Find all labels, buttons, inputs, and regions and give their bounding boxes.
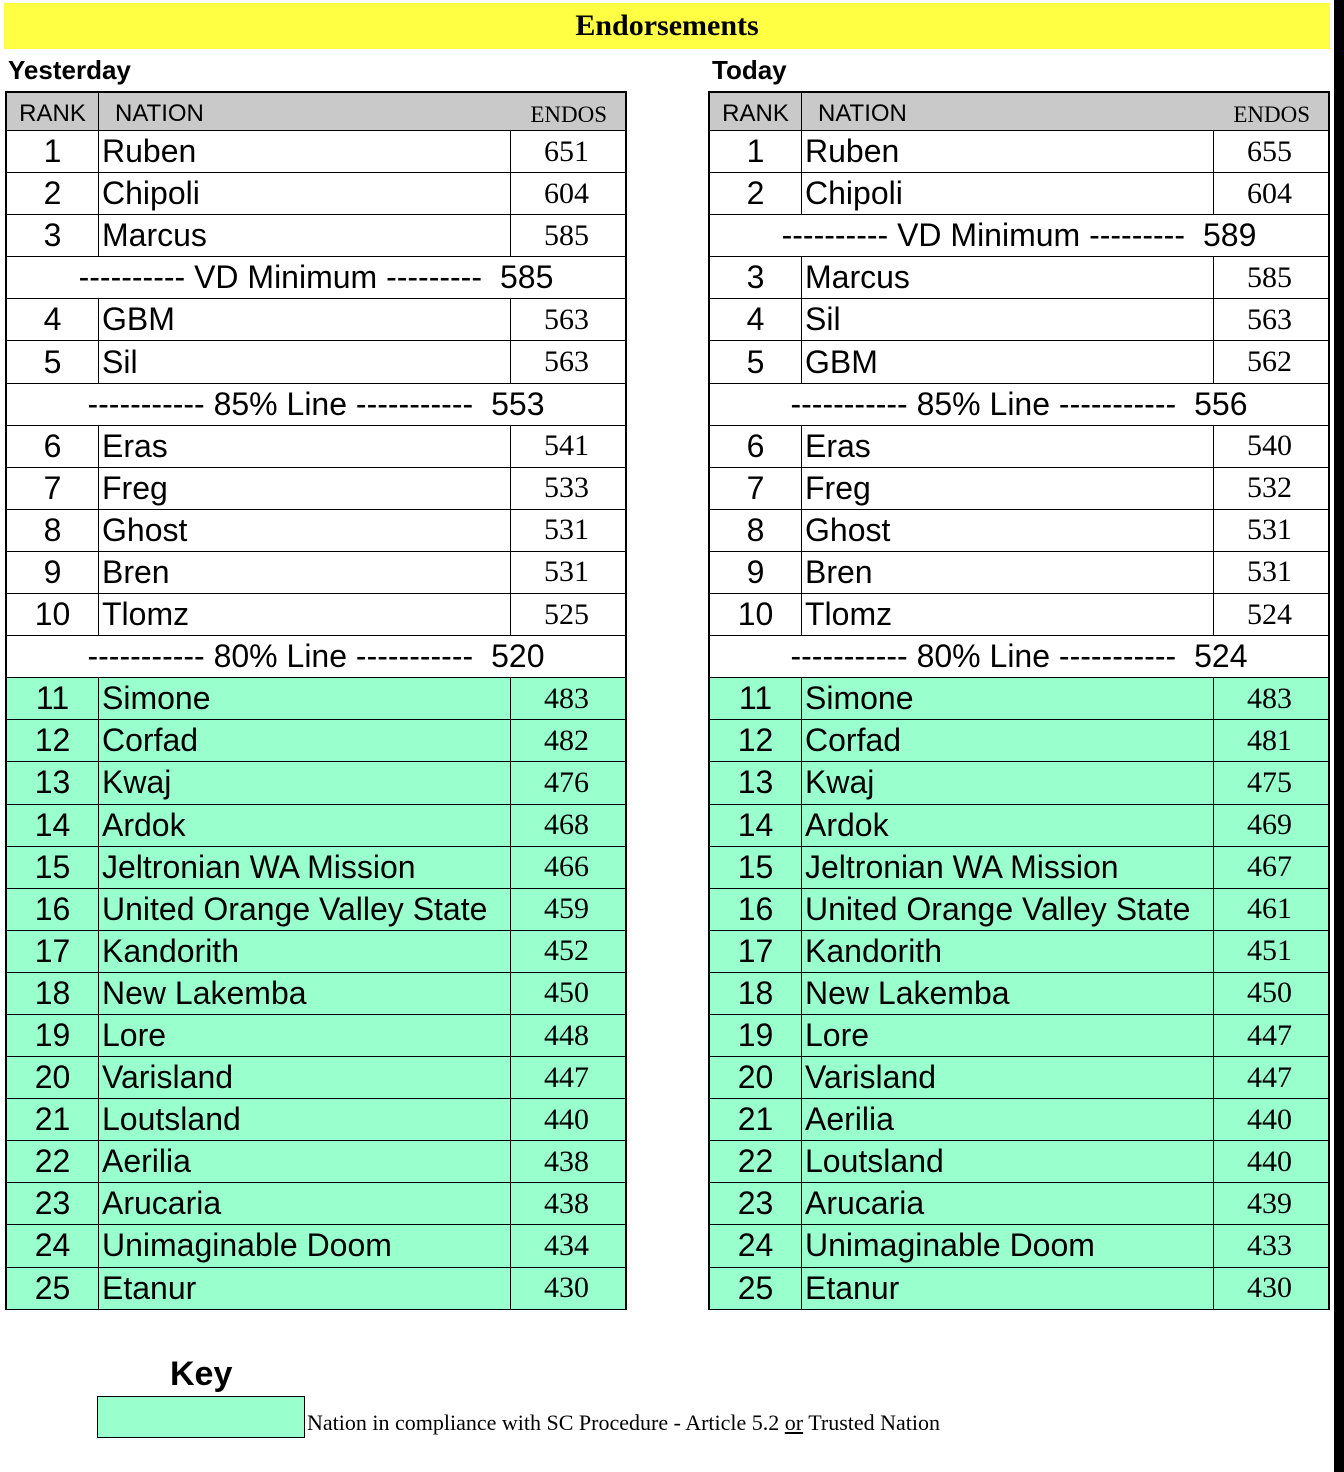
nation-cell: Simone — [802, 678, 1214, 719]
threshold-label: ---------- VD Minimum --------- — [78, 259, 482, 296]
rank-cell: 14 — [710, 805, 802, 846]
rank-cell: 1 — [710, 131, 802, 172]
table-row — [5, 762, 627, 804]
rank-cell: 18 — [710, 973, 802, 1014]
nation-cell: Corfad — [802, 720, 1214, 761]
endos-header: ENDOS — [530, 102, 607, 127]
threshold-value: 520 — [491, 638, 545, 675]
table-row — [708, 173, 1330, 215]
endos-cell: 483 — [1247, 681, 1292, 715]
rank-cell: 23 — [710, 1183, 802, 1224]
endos-cell: 531 — [1247, 513, 1292, 547]
table-row — [708, 1057, 1330, 1099]
endos-cell: 438 — [544, 1144, 589, 1178]
table-row — [708, 1015, 1330, 1057]
rank-cell: 15 — [710, 847, 802, 888]
endos-cell: 655 — [1247, 134, 1292, 168]
threshold-row — [708, 636, 1330, 678]
table-row — [708, 762, 1330, 804]
table-row — [5, 931, 627, 973]
table-row — [708, 131, 1330, 173]
rank-cell: 13 — [7, 762, 99, 803]
table-row — [708, 1183, 1330, 1225]
key-text-or: or — [784, 1410, 804, 1435]
rank-cell: 24 — [7, 1225, 99, 1266]
rank-cell: 20 — [710, 1057, 802, 1098]
endos-cell: 531 — [1247, 555, 1292, 589]
table-row — [5, 1057, 627, 1099]
endos-cell: 469 — [1247, 808, 1292, 842]
table-row — [5, 678, 627, 720]
table-row — [708, 510, 1330, 552]
table-row — [5, 805, 627, 847]
endos-cell: 604 — [544, 176, 589, 210]
table-row — [708, 468, 1330, 510]
table-row — [5, 173, 627, 215]
rank-cell: 19 — [7, 1015, 99, 1056]
nation-cell: GBM — [802, 341, 1214, 382]
rank-cell: 5 — [710, 341, 802, 382]
endos-cell: 450 — [1247, 976, 1292, 1010]
table-body — [5, 131, 627, 1310]
nation-cell: United Orange Valley State — [802, 889, 1214, 930]
nation-cell: Aerilia — [99, 1141, 511, 1182]
rank-cell: 15 — [7, 847, 99, 888]
nation-header: NATION — [115, 100, 204, 127]
nation-cell: Unimaginable Doom — [99, 1225, 511, 1266]
nation-cell: Ardok — [802, 805, 1214, 846]
rank-cell: 21 — [7, 1099, 99, 1140]
rank-cell: 18 — [7, 973, 99, 1014]
rank-cell: 3 — [710, 257, 802, 298]
table-row — [708, 552, 1330, 594]
rank-cell: 10 — [7, 594, 99, 635]
threshold-row — [708, 215, 1330, 257]
endos-cell: 468 — [544, 808, 589, 842]
table-row — [5, 973, 627, 1015]
rank-cell: 10 — [710, 594, 802, 635]
endos-cell: 430 — [1247, 1271, 1292, 1305]
threshold-value: 589 — [1202, 217, 1257, 254]
endos-cell: 447 — [1247, 1018, 1292, 1052]
nation-cell: Sil — [802, 299, 1214, 340]
nation-cell: New Lakemba — [802, 973, 1214, 1014]
endos-cell: 448 — [544, 1018, 589, 1052]
table-body — [708, 131, 1330, 1310]
endos-cell: 433 — [1247, 1228, 1292, 1262]
endos-cell: 651 — [544, 134, 589, 168]
endos-cell: 483 — [544, 681, 589, 715]
nation-cell: Simone — [99, 678, 511, 719]
endos-cell: 440 — [544, 1102, 589, 1136]
table-row — [5, 889, 627, 931]
rank-header: RANK — [710, 93, 802, 130]
nation-cell: GBM — [99, 299, 511, 340]
rank-cell: 5 — [7, 341, 99, 382]
table-row — [5, 426, 627, 468]
endos-cell: 585 — [544, 218, 589, 252]
nation-cell: Ardok — [99, 805, 511, 846]
rank-cell: 7 — [7, 468, 99, 509]
endos-cell: 532 — [1247, 471, 1292, 505]
threshold-value: 585 — [499, 259, 554, 296]
key-title: Key — [170, 1355, 233, 1393]
endos-cell: 466 — [544, 850, 589, 884]
nation-cell: Bren — [99, 552, 511, 593]
table-row — [5, 510, 627, 552]
threshold-value: 553 — [491, 385, 545, 422]
endos-cell: 533 — [544, 471, 589, 505]
endos-cell: 482 — [544, 723, 589, 757]
rank-cell: 12 — [7, 720, 99, 761]
rank-cell: 17 — [7, 931, 99, 972]
table-row — [5, 1015, 627, 1057]
table-row — [708, 341, 1330, 383]
nation-cell: Kwaj — [802, 762, 1214, 803]
rank-cell: 11 — [710, 678, 802, 719]
nation-cell: Kwaj — [99, 762, 511, 803]
nation-cell: Arucaria — [99, 1183, 511, 1224]
nation-cell: Marcus — [802, 257, 1214, 298]
yesterday-table — [5, 91, 627, 1310]
rank-cell: 16 — [710, 889, 802, 930]
table-row — [5, 131, 627, 173]
table-row — [5, 1141, 627, 1183]
nation-cell: Loutsland — [802, 1141, 1214, 1182]
endos-cell: 438 — [544, 1186, 589, 1220]
rank-cell: 9 — [710, 552, 802, 593]
endos-cell: 467 — [1247, 850, 1292, 884]
table-row — [708, 1268, 1330, 1310]
table-row — [708, 931, 1330, 973]
nation-cell: Ghost — [802, 510, 1214, 551]
threshold-label: ----------- 80% Line ----------- — [790, 638, 1177, 675]
endos-cell: 531 — [544, 513, 589, 547]
endos-cell: 562 — [1247, 345, 1292, 379]
threshold-row — [708, 384, 1330, 426]
nation-cell: Ghost — [99, 510, 511, 551]
rank-cell: 6 — [710, 426, 802, 467]
endos-cell: 524 — [1247, 597, 1292, 631]
endos-cell: 475 — [1247, 765, 1292, 799]
nation-cell: Jeltronian WA Mission — [99, 847, 511, 888]
nation-cell: Unimaginable Doom — [802, 1225, 1214, 1266]
threshold-row — [5, 636, 627, 678]
endos-cell: 481 — [1247, 723, 1292, 757]
table-row — [5, 1225, 627, 1267]
table-row — [708, 257, 1330, 299]
nation-cell: Eras — [802, 426, 1214, 467]
rank-header: RANK — [7, 93, 99, 130]
table-row — [708, 973, 1330, 1015]
rank-cell: 23 — [7, 1183, 99, 1224]
endos-cell: 563 — [544, 302, 589, 336]
rank-cell: 2 — [710, 173, 802, 214]
key-swatch — [97, 1396, 305, 1438]
endos-cell: 452 — [544, 934, 589, 968]
endos-cell: 451 — [1247, 934, 1292, 968]
table-row — [5, 594, 627, 636]
rank-cell: 13 — [710, 762, 802, 803]
table-row — [5, 1183, 627, 1225]
nation-cell: Sil — [99, 341, 511, 382]
table-row — [5, 215, 627, 257]
nation-cell: Etanur — [802, 1268, 1214, 1309]
endos-cell: 563 — [544, 345, 589, 379]
table-row — [708, 299, 1330, 341]
rank-cell: 17 — [710, 931, 802, 972]
table-row — [5, 552, 627, 594]
nation-cell: Jeltronian WA Mission — [802, 847, 1214, 888]
nation-cell: Eras — [99, 426, 511, 467]
nation-header: NATION — [818, 100, 907, 127]
key-text-before: Nation in compliance with SC Procedure - Article 5.2 — [307, 1410, 785, 1435]
table-row — [5, 1268, 627, 1310]
today-table — [708, 91, 1330, 1310]
nation-cell: Tlomz — [99, 594, 511, 635]
table-row — [5, 341, 627, 383]
table-row — [5, 468, 627, 510]
endos-cell: 531 — [544, 555, 589, 589]
threshold-value: 556 — [1194, 385, 1248, 422]
table-row — [5, 720, 627, 762]
endos-cell: 585 — [1247, 260, 1292, 294]
endos-cell: 440 — [1247, 1102, 1292, 1136]
endos-cell: 541 — [544, 429, 589, 463]
rank-cell: 25 — [7, 1268, 99, 1309]
rank-cell: 1 — [7, 131, 99, 172]
nation-cell: Freg — [99, 468, 511, 509]
nation-cell: Corfad — [99, 720, 511, 761]
nation-cell: Kandorith — [99, 931, 511, 972]
nation-cell: Ruben — [802, 131, 1214, 172]
threshold-row — [5, 384, 627, 426]
endos-cell: 450 — [544, 976, 589, 1010]
table-row — [708, 1099, 1330, 1141]
rank-cell: 2 — [7, 173, 99, 214]
table-row — [708, 1141, 1330, 1183]
endos-cell: 459 — [544, 892, 589, 926]
rank-cell: 21 — [710, 1099, 802, 1140]
table-row — [5, 299, 627, 341]
table-row — [708, 426, 1330, 468]
rank-cell: 20 — [7, 1057, 99, 1098]
rank-cell: 11 — [7, 678, 99, 719]
threshold-label: ----------- 85% Line ----------- — [790, 385, 1177, 422]
endos-cell: 604 — [1247, 176, 1292, 210]
table-row — [708, 805, 1330, 847]
threshold-label: ----------- 85% Line ----------- — [87, 385, 474, 422]
table-row — [708, 678, 1330, 720]
table-row — [708, 889, 1330, 931]
nation-cell: Lore — [99, 1015, 511, 1056]
rank-cell: 19 — [710, 1015, 802, 1056]
nation-cell: Aerilia — [802, 1099, 1214, 1140]
rank-cell: 25 — [710, 1268, 802, 1309]
rank-cell: 8 — [7, 510, 99, 551]
rank-cell: 3 — [7, 215, 99, 256]
table-header — [708, 91, 1330, 131]
rank-cell: 4 — [7, 299, 99, 340]
table-row — [708, 847, 1330, 889]
rank-cell: 8 — [710, 510, 802, 551]
threshold-label: ---------- VD Minimum --------- — [781, 217, 1185, 254]
rank-cell: 7 — [710, 468, 802, 509]
rank-cell: 22 — [7, 1141, 99, 1182]
rank-cell: 22 — [710, 1141, 802, 1182]
nation-cell: Bren — [802, 552, 1214, 593]
endos-cell: 563 — [1247, 302, 1292, 336]
table-header — [5, 91, 627, 131]
rank-cell: 12 — [710, 720, 802, 761]
nation-cell: Ruben — [99, 131, 511, 172]
nation-cell: Marcus — [99, 215, 511, 256]
rank-cell: 14 — [7, 805, 99, 846]
endos-cell: 430 — [544, 1271, 589, 1305]
nation-cell: Etanur — [99, 1268, 511, 1309]
table-row — [5, 1099, 627, 1141]
nation-cell: Chipoli — [99, 173, 511, 214]
endos-header: ENDOS — [1233, 102, 1310, 127]
page-title: Endorsements — [4, 3, 1330, 49]
today-label: Today — [712, 55, 787, 85]
threshold-value: 524 — [1194, 638, 1248, 675]
endos-cell: 525 — [544, 597, 589, 631]
key-text-after: Trusted Nation — [803, 1410, 941, 1435]
nation-cell: Arucaria — [802, 1183, 1214, 1224]
endos-cell: 440 — [1247, 1144, 1292, 1178]
nation-cell: Chipoli — [802, 173, 1214, 214]
yesterday-label: Yesterday — [8, 55, 131, 85]
nation-cell: Tlomz — [802, 594, 1214, 635]
rank-cell: 24 — [710, 1225, 802, 1266]
nation-cell: Varisland — [99, 1057, 511, 1098]
endos-cell: 447 — [1247, 1060, 1292, 1094]
rank-cell: 4 — [710, 299, 802, 340]
rank-cell: 9 — [7, 552, 99, 593]
nation-cell: Loutsland — [99, 1099, 511, 1140]
nation-cell: Freg — [802, 468, 1214, 509]
nation-cell: Lore — [802, 1015, 1214, 1056]
key-description — [307, 1410, 940, 1436]
threshold-label: ----------- 80% Line ----------- — [87, 638, 474, 675]
rank-cell: 6 — [7, 426, 99, 467]
nation-cell: New Lakemba — [99, 973, 511, 1014]
table-row — [708, 1225, 1330, 1267]
endos-cell: 461 — [1247, 892, 1292, 926]
table-row — [708, 720, 1330, 762]
endos-cell: 476 — [544, 765, 589, 799]
nation-cell: Kandorith — [802, 931, 1214, 972]
threshold-row — [5, 257, 627, 299]
nation-cell: United Orange Valley State — [99, 889, 511, 930]
endos-cell: 434 — [544, 1228, 589, 1262]
nation-cell: Varisland — [802, 1057, 1214, 1098]
endos-cell: 447 — [544, 1060, 589, 1094]
table-row — [708, 594, 1330, 636]
table-row — [5, 847, 627, 889]
endos-cell: 439 — [1247, 1186, 1292, 1220]
endos-cell: 540 — [1247, 429, 1292, 463]
rank-cell: 16 — [7, 889, 99, 930]
